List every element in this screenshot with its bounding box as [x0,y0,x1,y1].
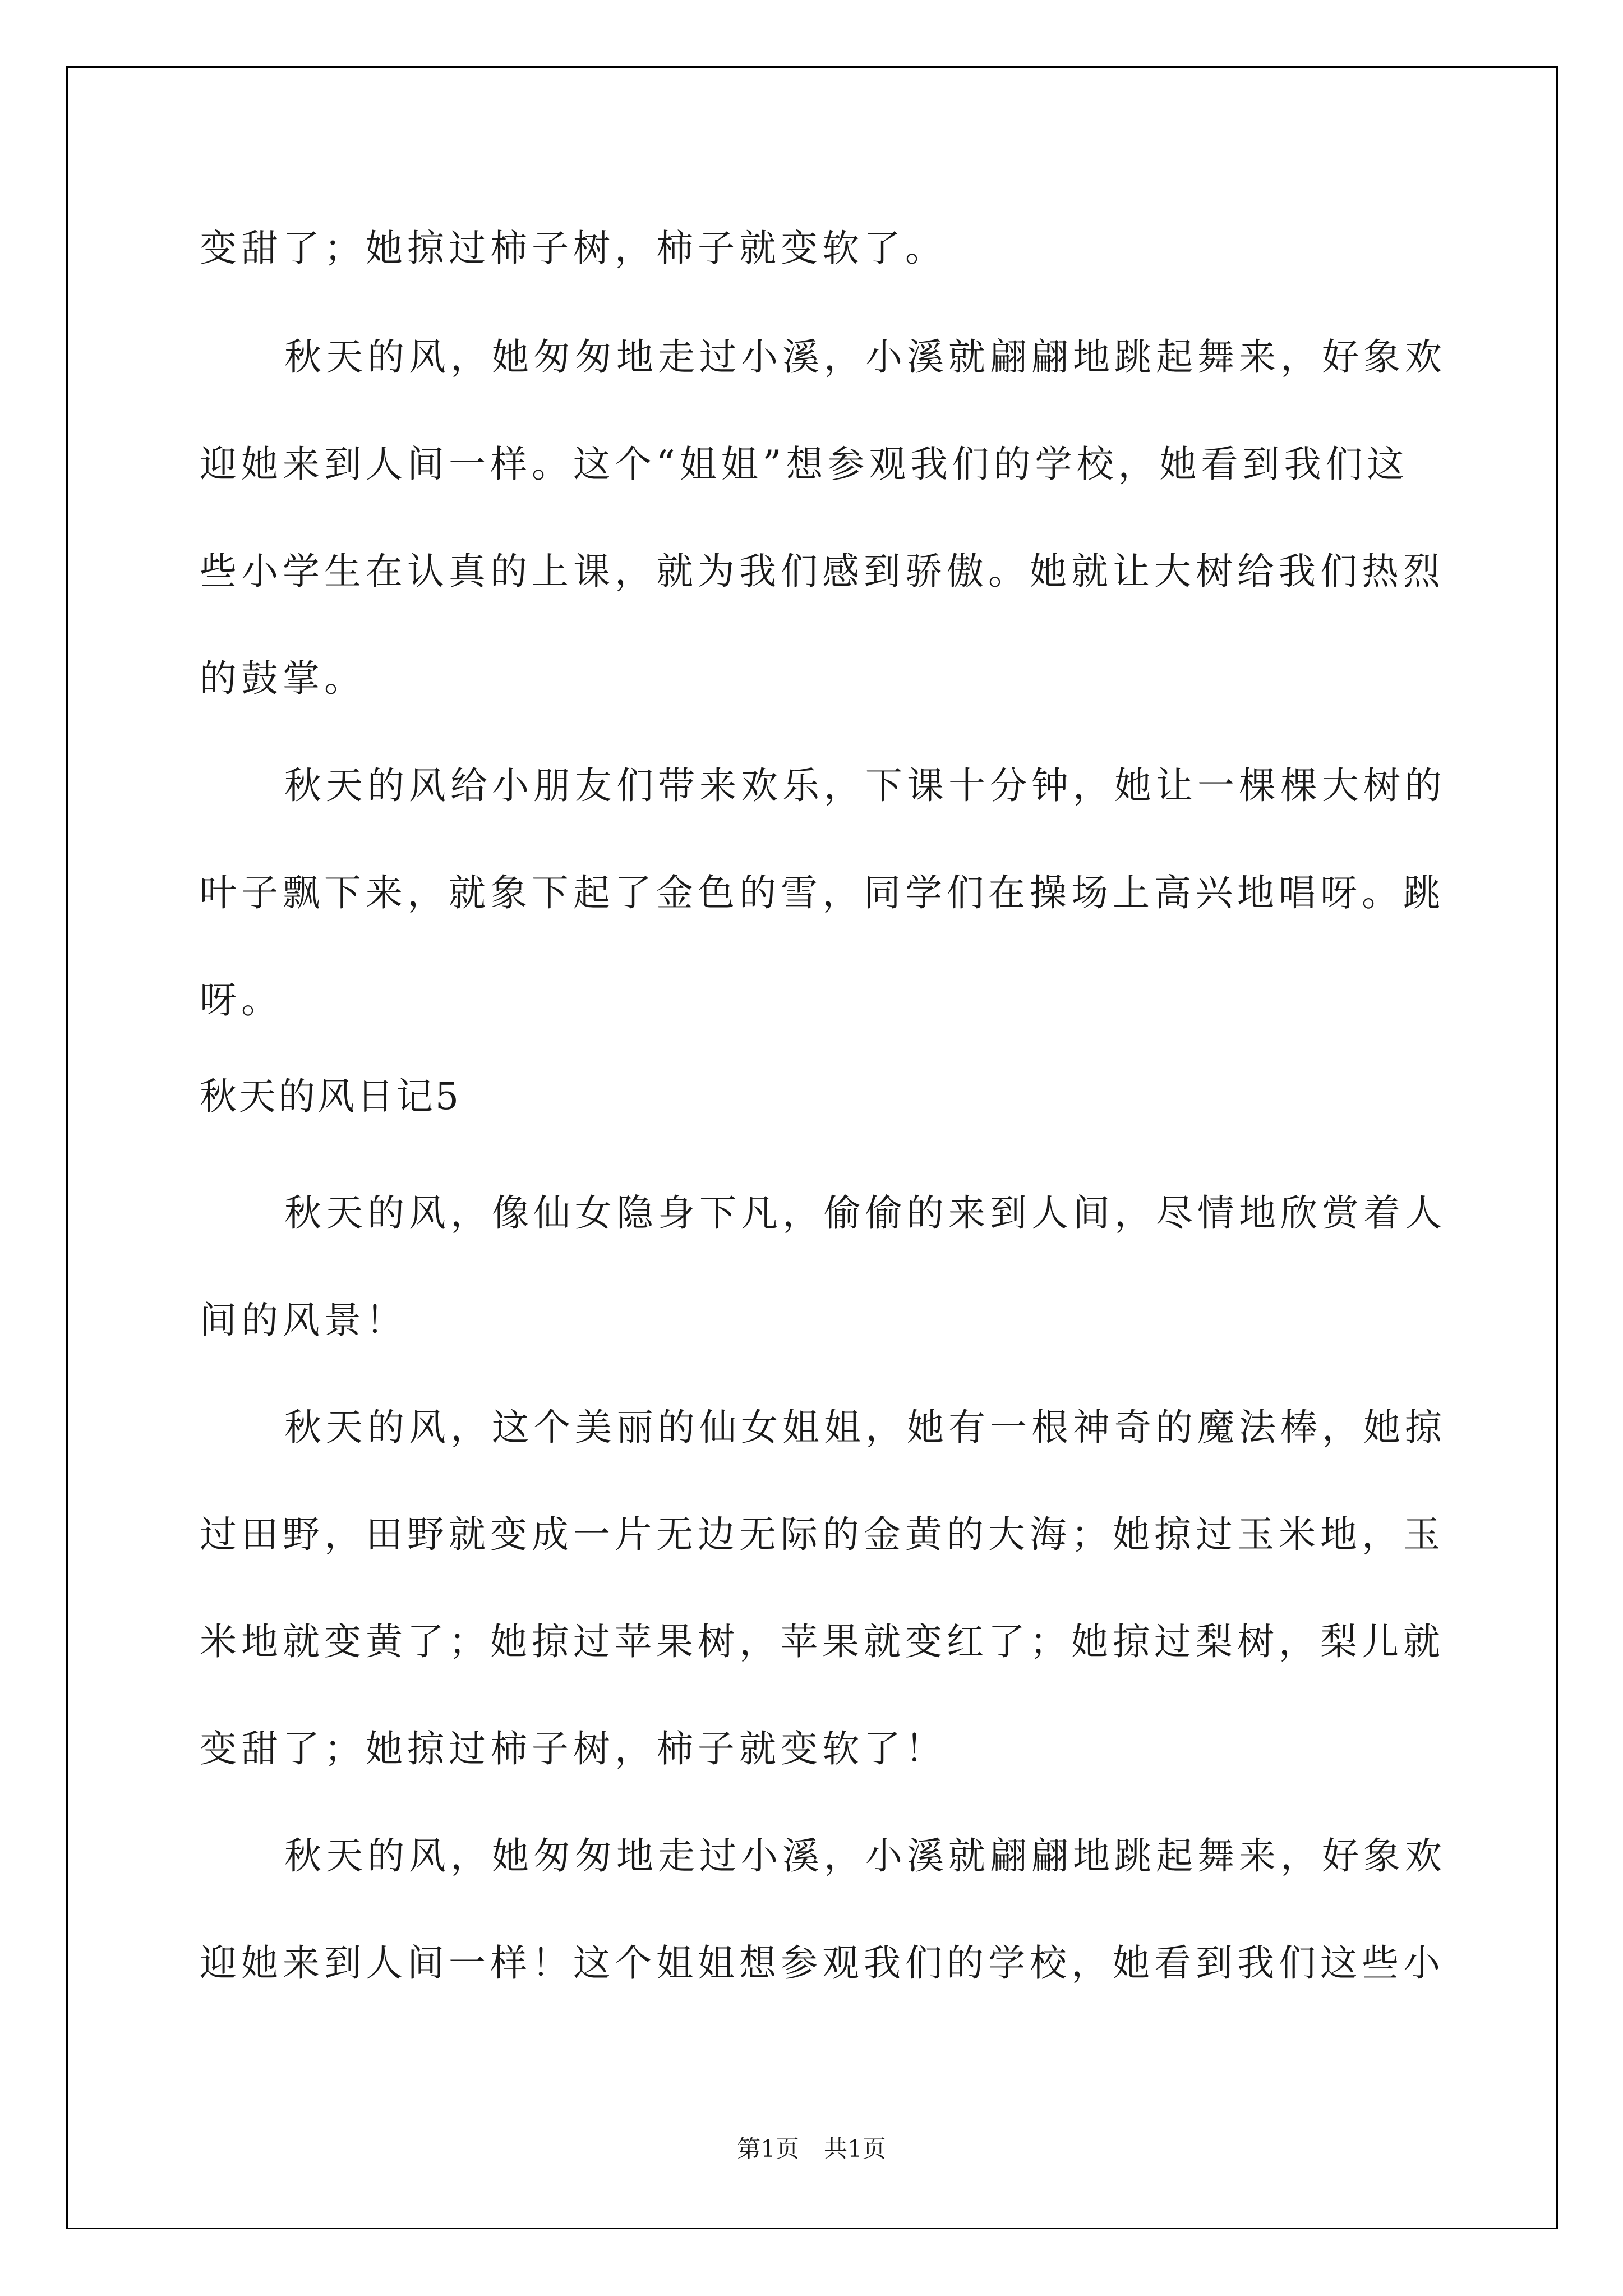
paragraph-line: 秋天的风给小朋友们带来欢乐，下课十分钟，她让一棵棵大树的 [284,764,1446,807]
text-line: 迎她来到人间一样！这个姐姐想参观我们的学校，她看到我们这些小 [200,1941,1445,1985]
paragraph-line: 秋天的风，她匆匆地走过小溪，小溪就翩翩地跳起舞来，好象欢 [284,335,1446,379]
text-line: 的鼓掌。 [200,657,366,700]
text-line: 迎她来到人间一样。这个“姐姐”想参观我们的学校，她看到我们这 [200,443,1409,486]
section-heading: 秋天的风日记5 [200,1075,461,1118]
page-footer [0,2137,1623,2161]
paragraph-line: 秋天的风，这个美丽的仙女姐姐，她有一根神奇的魔法棒，她掠 [284,1406,1446,1449]
text-line: 叶子飘下来，就象下起了金色的雪，同学们在操场上高兴地唱呀。跳 [200,871,1445,914]
page-border [66,66,1558,2229]
text-line: 米地就变黄了；她掠过苹果树，苹果就变红了；她掠过梨树，梨儿就 [200,1620,1445,1663]
paragraph-line: 秋天的风，她匆匆地走过小溪，小溪就翩翩地跳起舞来，好象欢 [284,1834,1446,1878]
paragraph-line: 秋天的风，像仙女隐身下凡，偷偷的来到人间，尽情地欣赏着人 [284,1191,1446,1235]
page-number: 第1页 [737,2135,799,2162]
text-line: 呀。 [200,978,283,1022]
text-line: 些小学生在认真的上课，就为我们感到骄傲。她就让大树给我们热烈 [200,550,1445,593]
page-total: 共1页 [824,2135,886,2162]
text-line: 变甜了；她掠过柿子树，柿子就变软了！ [200,1727,947,1770]
text-line: 变甜了；她掠过柿子树，柿子就变软了。 [200,227,947,270]
text-line: 间的风景！ [200,1299,407,1342]
text-line: 过田野，田野就变成一片无边无际的金黄的大海；她掠过玉米地，玉 [200,1513,1445,1556]
